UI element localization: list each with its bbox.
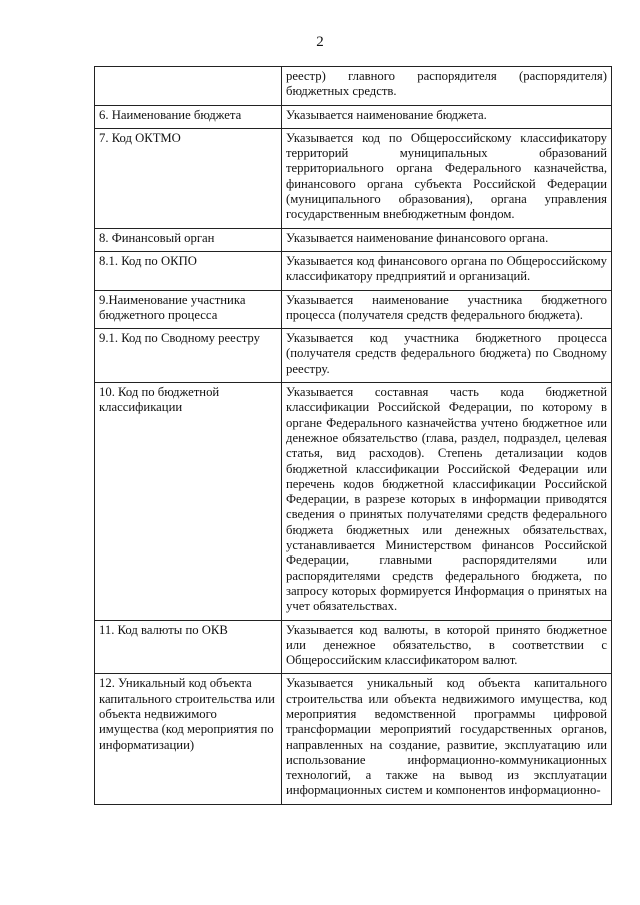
field-description-cell: Указывается наименование участника бюджетного процесса (получателя средств федерального бюджета). bbox=[282, 290, 612, 329]
field-description-cell: Указывается код валюты, в которой принято бюджетное или денежное обязательство, в соответствии с Общероссийским классификатором валют. bbox=[282, 620, 612, 674]
field-name-cell: 9.1. Код по Сводному реестру bbox=[95, 329, 282, 383]
table-row bbox=[95, 105, 612, 128]
field-description-cell: реестр) главного распорядителя (распорядителя) бюджетных средств. bbox=[282, 67, 612, 106]
table-row bbox=[95, 329, 612, 383]
table-row bbox=[95, 251, 612, 290]
field-description-cell: Указывается наименование финансового органа. bbox=[282, 228, 612, 251]
field-description-cell: Указывается уникальный код объекта капитального строительства или объекта недвижимого имущества, код мероприятия ведомственной программы цифровой трансформации мероприятий государственных органов, направленных на создание, развитие, эксплуатацию или использование информационно-коммуникационных технологий, а также на вывод из эксплуатации информационных систем и компонентов информационно- bbox=[282, 674, 612, 804]
table-row bbox=[95, 67, 612, 106]
table-row bbox=[95, 620, 612, 674]
field-description-cell: Указывается код финансового органа по Общероссийскому классификатору предприятий и организаций. bbox=[282, 251, 612, 290]
page-number: 2 bbox=[316, 34, 324, 50]
instructions-table bbox=[94, 66, 612, 805]
field-name-cell: 9.Наименование участника бюджетного процесса bbox=[95, 290, 282, 329]
field-description-cell: Указывается наименование бюджета. bbox=[282, 105, 612, 128]
field-name-cell: 8. Финансовый орган bbox=[95, 228, 282, 251]
table-row bbox=[95, 290, 612, 329]
table-row bbox=[95, 383, 612, 620]
field-description-cell: Указывается код по Общероссийскому классификатору территорий муниципальных образований территориального органа Федерального казначейства, финансового органа субъекта Российской Федерации (муниципального образования), органа управления государственным внебюджетным фондом. bbox=[282, 128, 612, 228]
field-name-cell: 8.1. Код по ОКПО bbox=[95, 251, 282, 290]
field-name-cell: 6. Наименование бюджета bbox=[95, 105, 282, 128]
field-description-cell: Указывается составная часть кода бюджетной классификации Российской Федерации, по которому в органе Федерального казначейства учтено бюджетное или денежное обязательство (глава, раздел, подраздел, целевая статья, вид расходов). Степень детализации кодов бюджетной классификации Российской Федерации или перечень кодов бюджетной классификации Российской Федерации, в разрезе которых в информации приводятся сведения о принятых получателями средств федерального бюджета бюджетных или денежных обязательствах, устанавливается Министерством финансов Российской Федерации, главными распорядителями или распорядителями средств федерального бюджета, по запросу которых формируется Информация о принятых на учет обязательствах. bbox=[282, 383, 612, 620]
table-row bbox=[95, 128, 612, 228]
field-name-cell: 11. Код валюты по ОКВ bbox=[95, 620, 282, 674]
field-description-cell: Указывается код участника бюджетного процесса (получателя средств федерального бюджета) по Сводному реестру. bbox=[282, 329, 612, 383]
field-name-cell: 10. Код по бюджетной классификации bbox=[95, 383, 282, 620]
field-name-cell: 7. Код ОКТМО bbox=[95, 128, 282, 228]
table-row bbox=[95, 228, 612, 251]
field-name-cell bbox=[95, 67, 282, 106]
table-row bbox=[95, 674, 612, 804]
field-name-cell: 12. Уникальный код объекта капитального строительства или объекта недвижимого имущества (код мероприятия по информатизации) bbox=[95, 674, 282, 804]
